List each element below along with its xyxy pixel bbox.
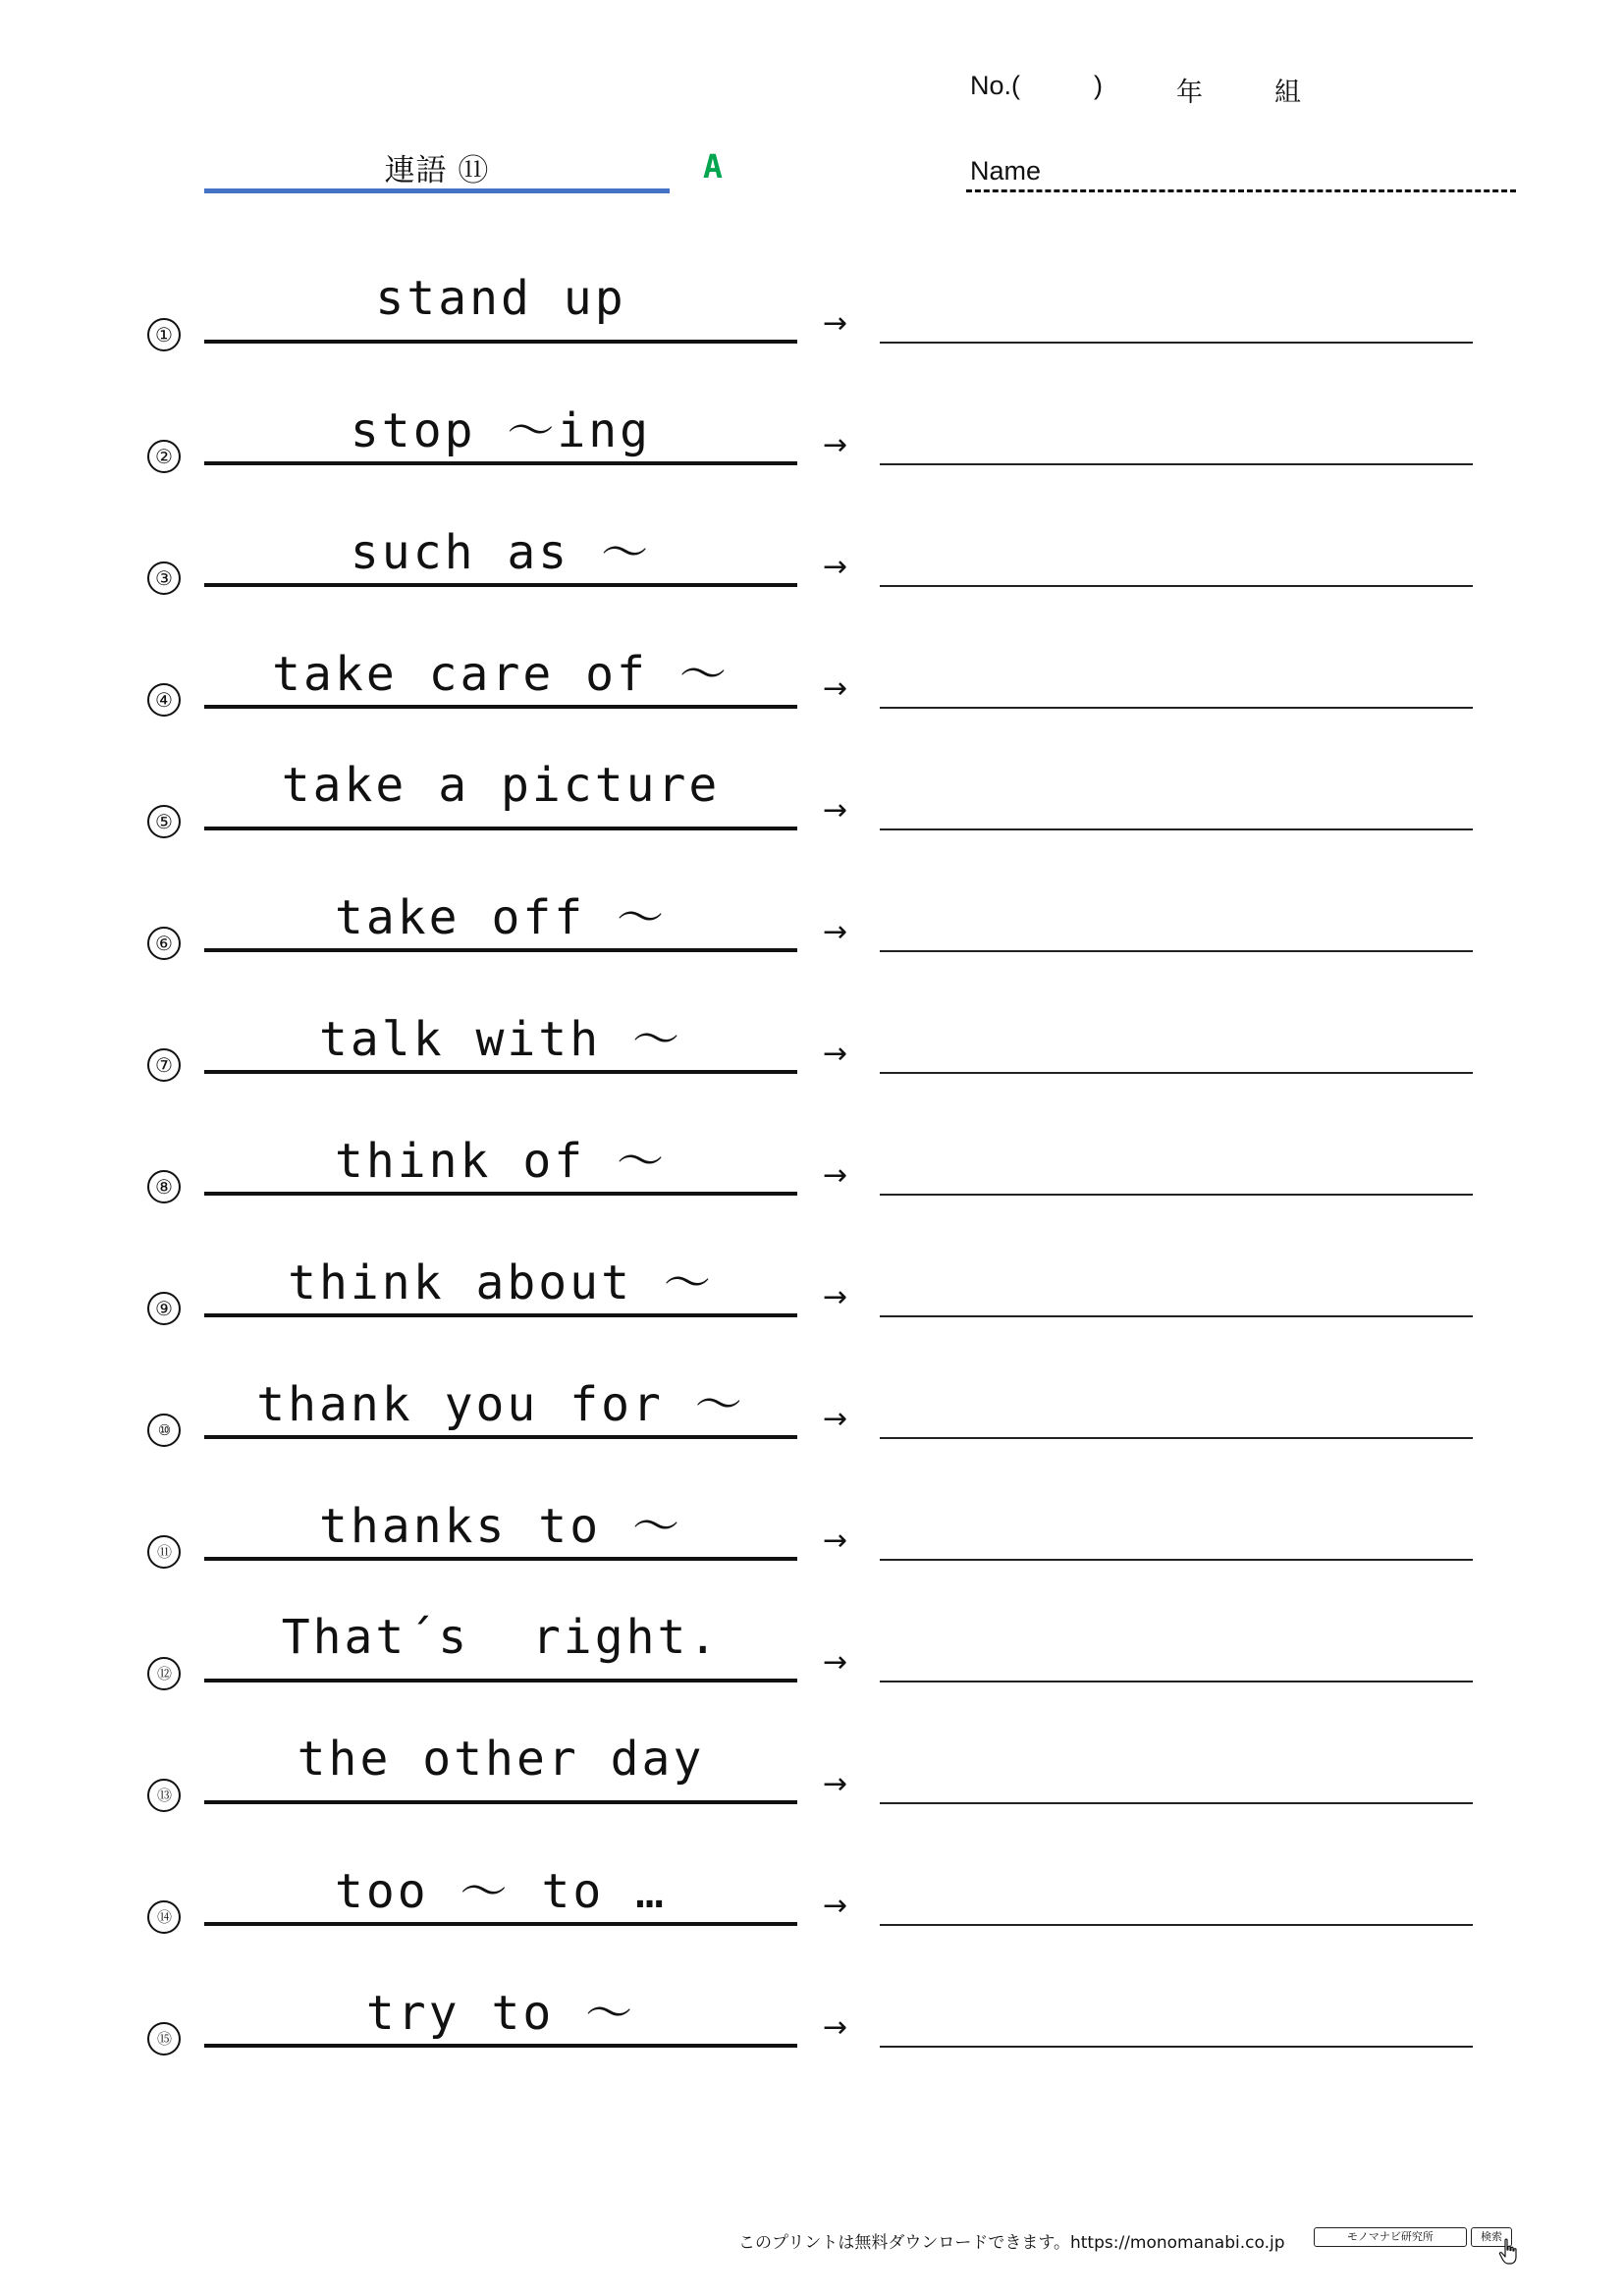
item-number: ⑥ <box>147 927 181 960</box>
phrase-text: talk with ～ <box>319 1012 682 1067</box>
arrow-icon: → <box>823 1889 848 1923</box>
list-item <box>0 1341 1624 1459</box>
arrow-icon: → <box>823 428 848 462</box>
phrase-underline <box>204 948 797 952</box>
phrase-underline <box>204 705 797 709</box>
phrase-underline <box>204 583 797 587</box>
phrase-text: the other day <box>297 1732 705 1787</box>
name-label: Name <box>970 156 1042 186</box>
hand-pointer-icon <box>1498 2238 1520 2266</box>
worksheet-title <box>204 145 670 194</box>
arrow-icon: → <box>823 1280 848 1314</box>
phrase-text: thank you for ～ <box>256 1377 745 1432</box>
phrase-underline <box>204 340 797 344</box>
phrase-text: stand up <box>375 271 626 326</box>
arrow-icon: → <box>823 1523 848 1558</box>
student-number-label: No.( <box>970 71 1021 100</box>
phrase-text: thanks to ～ <box>319 1499 682 1554</box>
item-number: ① <box>147 318 181 351</box>
answer-field[interactable] <box>880 1437 1473 1439</box>
arrow-icon: → <box>823 550 848 584</box>
footer-download-note: このプリントは無料ダウンロードできます。https://monomanabi.co.jp <box>738 2233 1285 2253</box>
item-number: ⑪ <box>147 1535 181 1569</box>
answer-field[interactable] <box>880 1194 1473 1196</box>
list-item <box>0 489 1624 607</box>
phrase-text: take off ～ <box>334 890 668 945</box>
item-number: ② <box>147 440 181 473</box>
arrow-icon: → <box>823 1767 848 1801</box>
student-number-close: ) <box>1094 71 1103 100</box>
answer-field[interactable] <box>880 1681 1473 1682</box>
list-item <box>0 976 1624 1094</box>
phrase-underline <box>204 1922 797 1926</box>
list-item <box>0 1219 1624 1337</box>
arrow-icon: → <box>823 671 848 706</box>
phrase-text: think of ～ <box>334 1134 668 1189</box>
arrow-icon: → <box>823 1402 848 1436</box>
list-item <box>0 1097 1624 1215</box>
item-number: ④ <box>147 683 181 717</box>
phrase-underline <box>204 1679 797 1682</box>
phrase-underline <box>204 827 797 830</box>
year-label: 年 <box>1176 78 1203 108</box>
arrow-icon: → <box>823 1037 848 1071</box>
item-number: ⑬ <box>147 1779 181 1812</box>
search-button: 検索 <box>1471 2227 1512 2247</box>
phrase-text: try to ～ <box>365 1986 636 2041</box>
list-item <box>0 732 1624 850</box>
phrase-underline <box>204 2044 797 2048</box>
answer-field[interactable] <box>880 707 1473 709</box>
site-badge: モノマナビ研究所 <box>1314 2227 1467 2247</box>
answer-field[interactable] <box>880 342 1473 344</box>
item-number: ⑤ <box>147 805 181 838</box>
answer-field[interactable] <box>880 1072 1473 1074</box>
phrase-text: such as ～ <box>350 525 652 580</box>
arrow-icon: → <box>823 915 848 949</box>
phrase-underline <box>204 1800 797 1804</box>
item-number: ⑨ <box>147 1292 181 1325</box>
arrow-icon: → <box>823 306 848 341</box>
phrase-underline <box>204 1557 797 1561</box>
answer-field[interactable] <box>880 585 1473 587</box>
answer-field[interactable] <box>880 463 1473 465</box>
list-item <box>0 1949 1624 2067</box>
answer-field[interactable] <box>880 1315 1473 1317</box>
phrase-underline <box>204 461 797 465</box>
list-item <box>0 854 1624 972</box>
phrase-text: too ～ to … <box>334 1864 668 1919</box>
answer-field[interactable] <box>880 1924 1473 1926</box>
variant-label: A <box>703 147 723 186</box>
phrase-underline <box>204 1192 797 1196</box>
title-text: 連語 ⑪ <box>384 153 490 188</box>
list-item <box>0 1828 1624 1946</box>
phrase-text: take a picture <box>281 758 721 813</box>
item-number: ③ <box>147 561 181 595</box>
item-number: ⑭ <box>147 1900 181 1934</box>
class-label: 組 <box>1274 78 1301 108</box>
arrow-icon: → <box>823 1645 848 1680</box>
phrase-text: stop ～ing <box>350 403 652 458</box>
phrase-text: take care of ～ <box>272 647 730 702</box>
phrase-underline <box>204 1313 797 1317</box>
item-number: ⑩ <box>147 1414 181 1447</box>
answer-field[interactable] <box>880 950 1473 952</box>
arrow-icon: → <box>823 793 848 828</box>
answer-field[interactable] <box>880 2046 1473 2048</box>
list-item <box>0 611 1624 728</box>
phrase-text: think about ～ <box>288 1255 714 1310</box>
item-number: ⑫ <box>147 1657 181 1690</box>
item-number: ⑮ <box>147 2022 181 2056</box>
phrase-underline <box>204 1435 797 1439</box>
answer-field[interactable] <box>880 828 1473 830</box>
list-item <box>0 1584 1624 1702</box>
item-number: ⑦ <box>147 1048 181 1082</box>
item-number: ⑧ <box>147 1170 181 1203</box>
list-item <box>0 1463 1624 1580</box>
title-underline <box>204 188 670 193</box>
answer-field[interactable] <box>880 1802 1473 1804</box>
answer-field[interactable] <box>880 1559 1473 1561</box>
arrow-icon: → <box>823 2010 848 2045</box>
list-item <box>0 245 1624 363</box>
list-item <box>0 367 1624 485</box>
phrase-underline <box>204 1070 797 1074</box>
list-item <box>0 1706 1624 1824</box>
phrase-text: That´s right. <box>281 1610 721 1665</box>
arrow-icon: → <box>823 1158 848 1193</box>
name-field[interactable] <box>966 189 1516 192</box>
